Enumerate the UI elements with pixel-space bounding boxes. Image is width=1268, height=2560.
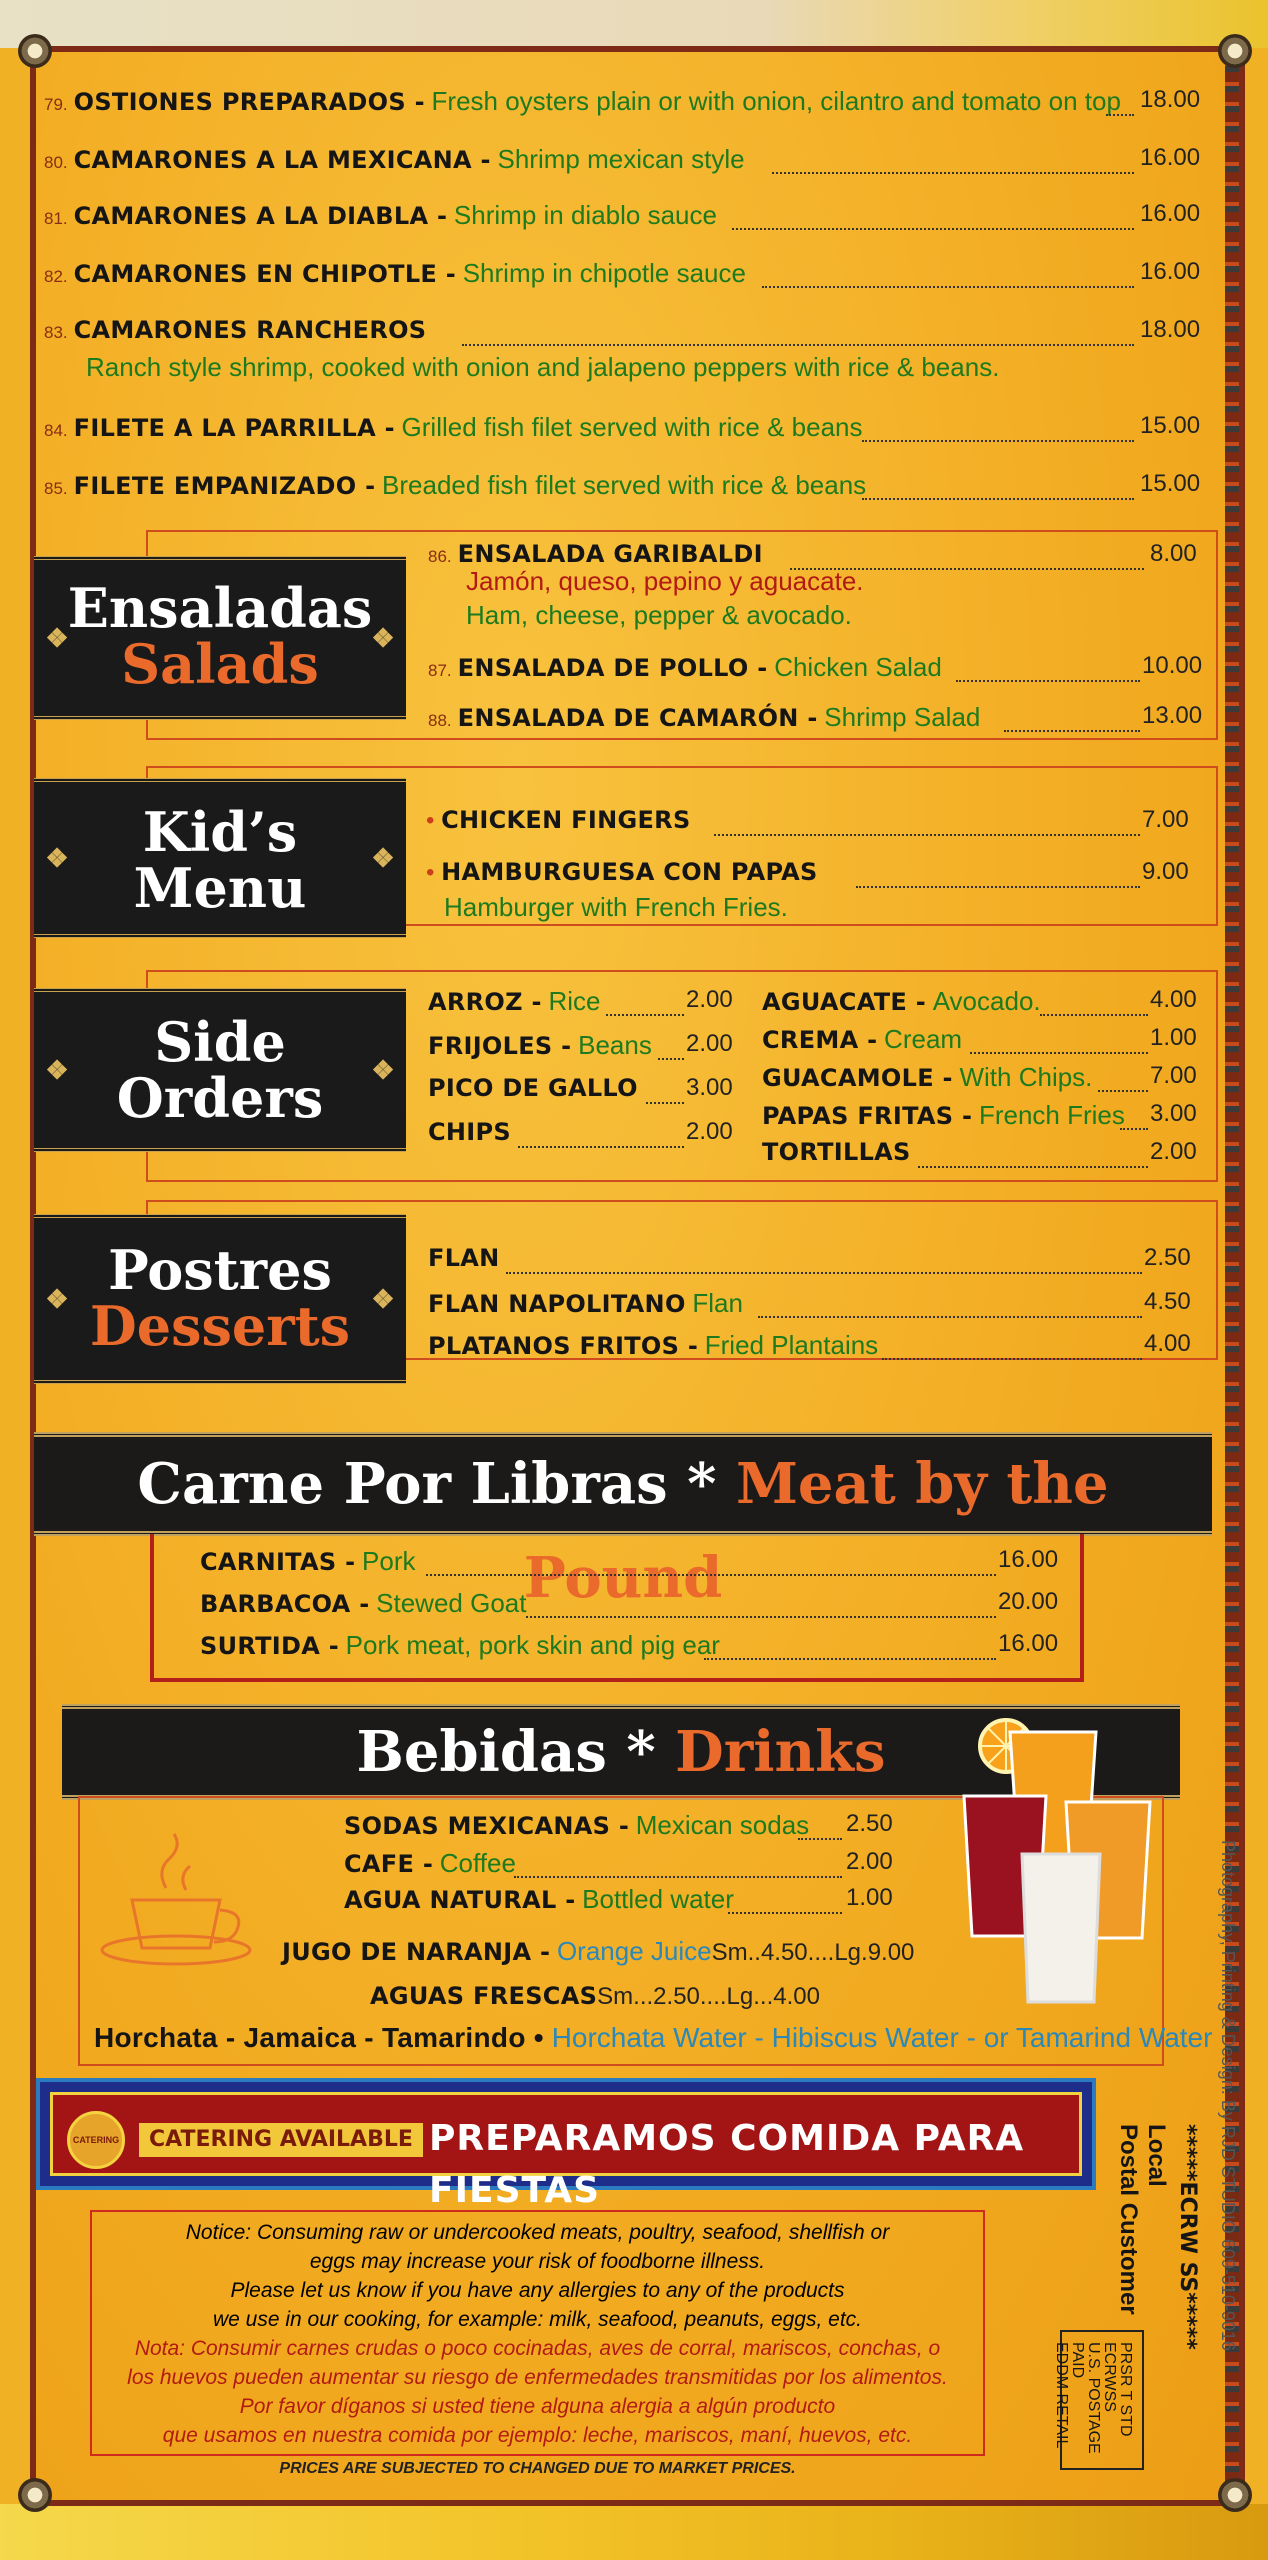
menu-item <box>44 258 746 289</box>
leader-dots <box>798 1838 842 1840</box>
item-name: AGUAS FRESCAS <box>370 1982 598 2010</box>
item-price: 2.00 <box>686 1118 733 1145</box>
menu-item <box>200 1588 526 1619</box>
item-price: 16.00 <box>998 1630 1059 1657</box>
coffee-cup-icon <box>96 1830 256 1970</box>
leader-dots <box>518 1146 684 1148</box>
item-subdescription: Hamburger with French Fries. <box>444 892 788 922</box>
item-description: Mexican sodas <box>635 1810 810 1840</box>
section-title-spanish: Bebidas * <box>356 1719 656 1785</box>
menu-item <box>428 1288 743 1319</box>
leader-dots <box>1004 730 1140 732</box>
item-price: 16.00 <box>1140 200 1201 227</box>
item-price: 1.00 <box>846 1884 893 1911</box>
drinks-photo-icon <box>950 1712 1160 2012</box>
item-number: 84. <box>44 421 68 440</box>
menu-item <box>200 1546 416 1577</box>
leader-dots <box>862 498 1134 500</box>
item-name: AGUACATE - <box>762 988 927 1016</box>
menu-item <box>44 144 745 175</box>
flavors-english: Horchata Water - Hibiscus Water - or Tamarind Water <box>551 2022 1213 2053</box>
notice-line: Please let us know if you have any allergies to any of the products <box>230 2279 845 2302</box>
leader-dots <box>772 172 1134 174</box>
item-price: 4.50 <box>1144 1288 1191 1315</box>
item-description: Grilled fish filet served with rice & beans <box>401 412 863 442</box>
item-price: 15.00 <box>1140 470 1201 497</box>
item-price: 4.00 <box>1150 986 1197 1013</box>
item-name: GUACAMOLE - <box>762 1064 953 1092</box>
item-price: 15.00 <box>1140 412 1201 439</box>
item-name: CAMARONES RANCHEROS <box>73 316 427 344</box>
item-description: Shrimp in chipotle sauce <box>462 258 746 288</box>
item-number: 82. <box>44 267 68 286</box>
item-description: Avocado. <box>932 986 1041 1016</box>
item-description: Rice <box>548 986 601 1016</box>
item-price: 3.00 <box>1150 1100 1197 1127</box>
corner-ornament <box>18 34 52 68</box>
item-description: Coffee <box>439 1848 516 1878</box>
item-number: 86. <box>428 547 452 566</box>
item-description: Pork <box>362 1546 416 1576</box>
leader-dots <box>526 1616 996 1618</box>
item-name: CAMARONES EN CHIPOTLE - <box>73 260 457 288</box>
item-price: 9.00 <box>1142 858 1189 885</box>
item-name: OSTIONES PREPARADOS - <box>73 88 425 116</box>
mailing-ecrw: *****ECRW SS***** <box>1175 2124 1200 2350</box>
catering-inner <box>50 2092 1082 2211</box>
item-description: Cream <box>884 1024 963 1054</box>
menu-item <box>428 702 980 733</box>
menu-item <box>44 470 866 501</box>
item-description: Beans <box>578 1030 652 1060</box>
ornament-icon: ❖ <box>45 1285 69 1315</box>
section-title-english: Desserts <box>89 1294 351 1358</box>
leader-dots <box>970 1052 1148 1054</box>
item-description: French Fries <box>978 1100 1125 1130</box>
item-price: 2.00 <box>1150 1138 1197 1165</box>
permit-line: PRSR T STD <box>1117 2342 1134 2437</box>
leader-dots <box>856 886 1140 888</box>
leader-dots <box>882 1358 1142 1360</box>
menu-item <box>762 1100 1125 1131</box>
bullet-icon: • <box>426 859 435 886</box>
item-description: Pork meat, pork skin and pig ear <box>345 1630 720 1660</box>
section-title-spanish: Ensaladas <box>67 576 373 640</box>
item-name: PAPAS FRITAS - <box>762 1102 973 1130</box>
salads-label <box>34 556 406 720</box>
item-price: 16.00 <box>1140 144 1201 171</box>
menu-item <box>282 1936 914 1967</box>
item-name: FRIJOLES - <box>428 1032 572 1060</box>
menu-item <box>428 540 763 569</box>
ornament-icon: ❖ <box>371 624 395 654</box>
item-description: Shrimp in diablo sauce <box>453 200 717 230</box>
leader-dots <box>514 1876 842 1878</box>
item-description: Stewed Goat <box>376 1588 527 1618</box>
item-name: AGUA NATURAL - <box>344 1886 576 1914</box>
permit-line: ECRWSS <box>1101 2342 1118 2412</box>
item-subdescription: Ham, cheese, pepper & avocado. <box>466 600 852 630</box>
menu-item <box>428 1030 652 1061</box>
top-photo-strip <box>0 0 1268 48</box>
menu-item <box>44 200 717 231</box>
menu-item <box>426 858 818 887</box>
item-name: CAMARONES A LA DIABLA - <box>73 202 448 230</box>
notice-line: que usamos en nuestra comida por ejemplo: leche, mariscos, maní, huevos, etc. <box>162 2424 913 2447</box>
menu-item <box>200 1630 720 1661</box>
menu-item <box>428 1118 511 1147</box>
menu-item <box>344 1810 809 1841</box>
menu-item <box>762 1024 962 1055</box>
item-name: JUGO DE NARANJA - <box>282 1938 551 1966</box>
bullet-icon: • <box>426 807 435 834</box>
bottom-photo-strip <box>0 2504 1268 2560</box>
item-number: 80. <box>44 153 68 172</box>
item-price: 20.00 <box>998 1588 1059 1615</box>
section-title: Side <box>154 1010 286 1074</box>
kids-label <box>34 778 406 938</box>
item-subdescription: Jamón, queso, pepino y aguacate. <box>466 566 864 596</box>
menu-item <box>762 986 1041 1017</box>
menu-item <box>428 652 942 683</box>
allergy-notice <box>90 2210 985 2456</box>
section-title-english: Salads <box>121 632 319 696</box>
item-name: PLATANOS FRITOS - <box>428 1332 699 1360</box>
catering-badge-text: CATERING <box>72 2135 120 2145</box>
section-title: Menu <box>133 856 307 920</box>
notice-line: eggs may increase your risk of foodborne illness. <box>309 2250 766 2273</box>
item-number: 88. <box>428 711 452 730</box>
menu-item <box>762 1062 1092 1093</box>
item-subdescription: Ranch style shrimp, cooked with onion and jalapeno peppers with rice & beans. <box>86 352 1000 382</box>
postage-permit-box <box>1053 2330 1144 2470</box>
item-description: Chicken Salad <box>774 652 942 682</box>
menu-item <box>370 1982 820 2011</box>
leader-dots <box>506 1272 1142 1274</box>
item-name: BARBACOA - <box>200 1590 370 1618</box>
leader-dots <box>728 1912 842 1914</box>
menu-item <box>428 986 600 1017</box>
catering-banner <box>36 2078 1096 2211</box>
item-description: With Chips. <box>959 1062 1093 1092</box>
item-name: CAMARONES A LA MEXICANA - <box>73 146 491 174</box>
flavors-spanish: Horchata - Jamaica - Tamarindo • <box>94 2022 544 2053</box>
item-description: Fresh oysters plain or with onion, cilantro and tomato on top <box>431 86 1121 116</box>
leader-dots <box>646 1102 684 1104</box>
leader-dots <box>462 344 1134 346</box>
item-name: FLAN NAPOLITANO <box>428 1290 686 1318</box>
item-description: Orange Juice <box>556 1936 712 1966</box>
item-price: Sm..4.50....Lg.9.00 <box>711 1939 915 1966</box>
item-price: 2.50 <box>1144 1244 1191 1271</box>
leader-dots <box>1120 1128 1148 1130</box>
section-title-spanish: Postres <box>108 1238 332 1302</box>
item-name: CHIPS <box>428 1118 512 1146</box>
leader-dots <box>762 286 1134 288</box>
item-price: 18.00 <box>1140 316 1201 343</box>
design-credit: Photography, Printing & Design: By RJD STUDIO 609-510-9016 <box>1218 1840 1238 2351</box>
item-name: FLAN <box>428 1244 500 1272</box>
item-number: 87. <box>428 661 452 680</box>
item-price: Sm...2.50....Lg...4.00 <box>597 1983 820 2010</box>
item-name: SODAS MEXICANAS - <box>344 1812 630 1840</box>
section-title-english: Meat by the Pound <box>523 1451 1109 1611</box>
leader-dots <box>862 440 1134 442</box>
item-description: Breaded fish filet served with rice & beans <box>382 470 867 500</box>
permit-line: EDDM RETAIL <box>1053 2342 1070 2449</box>
item-price: 1.00 <box>1150 1024 1197 1051</box>
item-number: 81. <box>44 209 68 228</box>
leader-dots <box>704 1658 996 1660</box>
menu-item <box>44 412 863 443</box>
item-name: CAFE - <box>344 1850 434 1878</box>
menu-item <box>428 1244 500 1273</box>
ornament-icon: ❖ <box>371 1285 395 1315</box>
menu-item <box>44 86 1121 117</box>
item-price: 2.00 <box>846 1848 893 1875</box>
item-number: 83. <box>44 323 68 342</box>
catering-badge-icon <box>67 2111 125 2169</box>
item-name: HAMBURGUESA CON PAPAS <box>441 858 818 886</box>
catering-label: CATERING AVAILABLE <box>139 2123 423 2157</box>
notice-line: Por favor díganos si usted tiene alguna alergia a algún producto <box>239 2395 836 2418</box>
leader-dots <box>758 1316 1142 1318</box>
desserts-label <box>34 1214 406 1384</box>
menu-item <box>344 1848 516 1879</box>
item-name: TORTILLAS <box>762 1138 911 1166</box>
notice-line: Notice: Consuming raw or undercooked meats, poultry, seafood, shellfish or <box>185 2221 890 2244</box>
item-name: FILETE EMPANIZADO - <box>73 472 376 500</box>
leader-dots <box>732 228 1134 230</box>
menu-item <box>344 1884 734 1915</box>
item-price: 2.00 <box>686 1030 733 1057</box>
item-name: ENSALADA DE POLLO - <box>457 654 768 682</box>
item-name: FILETE A LA PARRILLA - <box>73 414 395 442</box>
leader-dots <box>426 1574 996 1576</box>
ornament-icon: ❖ <box>45 624 69 654</box>
menu-item <box>428 1330 878 1361</box>
item-description: Bottled water <box>582 1884 734 1914</box>
item-name: CARNITAS - <box>200 1548 356 1576</box>
item-price: 8.00 <box>1150 540 1197 567</box>
item-number: 85. <box>44 479 68 498</box>
leader-dots <box>714 834 1140 836</box>
leader-dots <box>606 1014 684 1016</box>
item-name: CREMA - <box>762 1026 878 1054</box>
item-description: Fried Plantains <box>704 1330 879 1360</box>
corner-ornament <box>1218 34 1252 68</box>
item-price: 13.00 <box>1142 702 1203 729</box>
item-name: ENSALADA DE CAMARÓN - <box>457 704 818 732</box>
menu-item <box>44 316 426 345</box>
section-title-english: Drinks <box>675 1719 886 1785</box>
notice-line: we use in our cooking, for example: milk, seafood, peanuts, eggs, etc. <box>212 2308 863 2331</box>
item-number: 79. <box>44 95 68 114</box>
item-price: 2.00 <box>686 986 733 1013</box>
item-name: CHICKEN FINGERS <box>441 806 691 834</box>
permit-line: U.S. POSTAGE <box>1085 2342 1102 2454</box>
item-description: Shrimp mexican style <box>497 144 745 174</box>
menu-item <box>428 1074 638 1103</box>
ornament-icon: ❖ <box>371 844 395 874</box>
leader-dots <box>1098 1090 1148 1092</box>
leader-dots <box>1106 114 1134 116</box>
section-title: Kid’s <box>142 800 298 864</box>
item-price: 16.00 <box>1140 258 1201 285</box>
permit-line: PAID <box>1069 2342 1086 2379</box>
sides-label <box>34 988 406 1152</box>
notice-line: los huevos pueden aumentar su riesgo de enfermedades transmitidas por los alimentos. <box>127 2366 948 2389</box>
mailing-local: Local <box>1143 2124 1170 2187</box>
menu-item <box>426 806 691 835</box>
item-name: ARROZ - <box>428 988 542 1016</box>
section-title: Orders <box>116 1066 324 1130</box>
item-name: PICO DE GALLO <box>428 1074 638 1102</box>
item-description: Flan <box>692 1288 743 1318</box>
ornament-icon: ❖ <box>45 844 69 874</box>
item-price: 7.00 <box>1142 806 1189 833</box>
item-price: 4.00 <box>1144 1330 1191 1357</box>
item-name: SURTIDA - <box>200 1632 339 1660</box>
corner-ornament <box>18 2478 52 2512</box>
item-description: Shrimp Salad <box>824 702 981 732</box>
item-price: 3.00 <box>686 1074 733 1101</box>
item-price: 2.50 <box>846 1810 893 1837</box>
corner-ornament <box>1218 2478 1252 2512</box>
notice-line: Nota: Consumir carnes crudas o poco cocinadas, aves de corral, mariscos, conchas, o <box>134 2337 941 2360</box>
leader-dots <box>658 1058 684 1060</box>
section-title-spanish: Carne Por Libras * <box>137 1451 717 1517</box>
menu-item <box>762 1138 911 1167</box>
leader-dots <box>918 1166 1148 1168</box>
item-price: 10.00 <box>1142 652 1203 679</box>
catering-slogan: PREPARAMOS COMIDA PARA FIESTAS <box>429 2118 1025 2211</box>
item-price: 7.00 <box>1150 1062 1197 1089</box>
item-name: ENSALADA GARIBALDI <box>457 540 763 568</box>
flavors-line <box>94 2022 1212 2054</box>
leader-dots <box>1040 1014 1148 1016</box>
ornament-icon: ❖ <box>371 1056 395 1086</box>
prices-disclaimer: PRICES ARE SUBJECTED TO CHANGED DUE TO MARKET PRICES. <box>279 2460 796 2477</box>
mailing-postal-customer: Postal Customer <box>1115 2124 1142 2315</box>
item-price: 16.00 <box>998 1546 1059 1573</box>
item-price: 18.00 <box>1140 86 1201 113</box>
leader-dots <box>956 680 1140 682</box>
ornament-icon: ❖ <box>45 1056 69 1086</box>
